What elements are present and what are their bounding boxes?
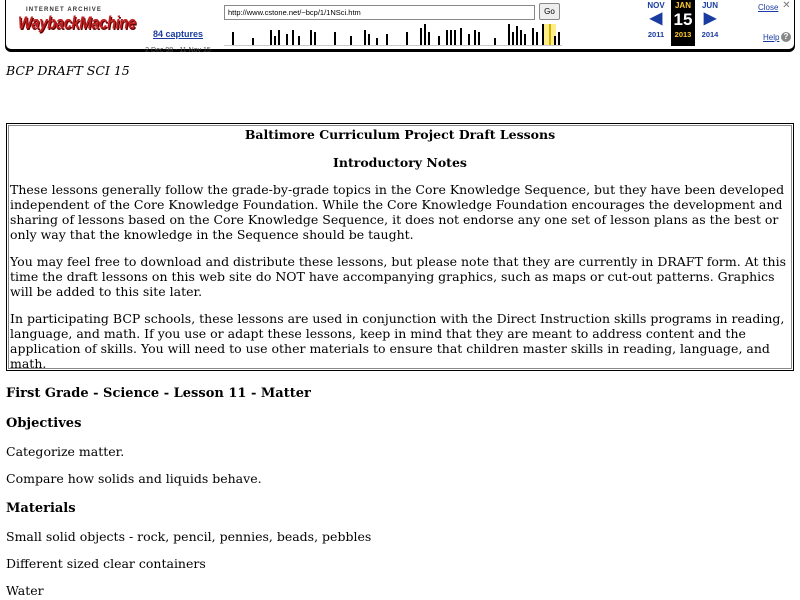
draft-label: BCP DRAFT SCI 15 bbox=[6, 63, 130, 78]
sparkline-bar bbox=[468, 34, 470, 46]
lesson-title: First Grade - Science - Lesson 11 - Matter bbox=[6, 386, 311, 401]
sparkline-bar bbox=[252, 38, 254, 46]
next-month-block[interactable] bbox=[696, 0, 724, 39]
sparkline-bar bbox=[334, 32, 336, 46]
next-month-label: JUN bbox=[701, 1, 718, 10]
sparkline-bar bbox=[446, 30, 448, 46]
sparkline-bar bbox=[350, 36, 352, 46]
sparkline-bar bbox=[474, 30, 476, 46]
sparkline-bar bbox=[292, 30, 294, 46]
sparkline-bar bbox=[450, 30, 452, 46]
sparkline-bar bbox=[536, 32, 538, 46]
current-year-label: 2013 bbox=[674, 30, 692, 39]
sparkline-bar bbox=[454, 30, 456, 46]
sparkline-current-marker bbox=[549, 24, 551, 46]
help-link[interactable]: Help bbox=[763, 33, 780, 42]
notes-paragraph: In participating BCP schools, these lessons are used in conjunction with the Direct Instruction skills programs in reading, language, and math. If you use or adapt these lessons, keep in mind that they are meant to address content and the application of skills. You will need to use other materials to ensure that children master skills in reading, language, and math. bbox=[10, 311, 785, 371]
sparkline-bar bbox=[314, 32, 316, 46]
sparkline-bar bbox=[420, 28, 422, 46]
sparkline-bar bbox=[368, 34, 370, 46]
wayback-logo[interactable] bbox=[18, 7, 136, 39]
current-day-label: 15 bbox=[673, 10, 693, 29]
sparkline-bar bbox=[424, 24, 426, 46]
sparkline-bar bbox=[376, 38, 378, 46]
objective-item: Compare how solids and liquids behave. bbox=[6, 471, 262, 486]
sparkline-bar bbox=[438, 36, 440, 46]
go-button[interactable]: Go bbox=[539, 3, 560, 20]
right-triangle-icon[interactable]: ▶ bbox=[703, 10, 717, 27]
sparkline-bar bbox=[310, 30, 312, 46]
introductory-notes-box bbox=[6, 123, 794, 371]
url-input[interactable]: http://www.cstone.net/~bcp/1/1NSci.htm bbox=[224, 5, 535, 20]
notes-paragraph: These lessons generally follow the grade-by-grade topics in the Core Knowledge Sequence, but they have been developed independent of the Core Knowledge Foundation. While the Core Knowledge Foundation encourages the development and sharing of lessons based on the Core Knowledge Sequence, it does not endorse any one set of lesson plans as the best or only way that the knowledge in the Sequence should be taught. bbox=[10, 182, 785, 242]
sparkline-bar bbox=[232, 32, 234, 46]
sparkline-bar bbox=[478, 32, 480, 46]
notes-subtitle: Introductory Notes bbox=[333, 155, 467, 170]
materials-heading: Materials bbox=[6, 501, 76, 516]
sparkline-bar bbox=[286, 34, 288, 46]
sparkline-bar bbox=[460, 28, 462, 46]
sparkline-bar bbox=[278, 30, 280, 46]
close-link[interactable]: Close bbox=[758, 3, 779, 12]
sparkline-bar bbox=[558, 32, 560, 46]
sparkline-bar bbox=[524, 34, 526, 46]
objectives-heading: Objectives bbox=[6, 416, 82, 431]
captures-link[interactable]: 84 captures bbox=[152, 29, 204, 39]
sparkline-bar bbox=[512, 32, 514, 46]
sparkline-baseline bbox=[224, 45, 562, 46]
sparkline-bar bbox=[406, 32, 408, 46]
objective-item: Categorize matter. bbox=[6, 444, 125, 459]
wayback-toolbar bbox=[5, 0, 795, 54]
logo-main-text: WaybackMachine bbox=[18, 13, 136, 34]
help-icon[interactable]: ? bbox=[781, 32, 791, 42]
material-item: Water bbox=[6, 583, 44, 598]
next-year-label: 2014 bbox=[701, 30, 719, 39]
sparkline-bar bbox=[554, 36, 556, 46]
sparkline-bar bbox=[532, 28, 534, 46]
prev-year-label: 2011 bbox=[647, 30, 665, 39]
current-month-label: JAN bbox=[674, 1, 691, 10]
capture-sparkline[interactable] bbox=[224, 24, 562, 46]
prev-month-label: NOV bbox=[647, 1, 665, 10]
sparkline-bar bbox=[520, 30, 522, 46]
sparkline-bar bbox=[428, 32, 430, 46]
logo-top-text: INTERNET ARCHIVE bbox=[25, 7, 103, 13]
sparkline-bar bbox=[274, 36, 276, 46]
sparkline-bars bbox=[224, 24, 562, 46]
sparkline-bar bbox=[386, 34, 388, 46]
sparkline-bar bbox=[508, 24, 510, 46]
close-icon[interactable]: ✕ bbox=[782, 0, 791, 11]
left-triangle-icon[interactable]: ◀ bbox=[649, 10, 663, 27]
sparkline-bar bbox=[270, 30, 272, 46]
notes-paragraph: You may feel free to download and distribute these lessons, but please note that they are currently in DRAFT form. At this time the draft lessons on this web site do NOT have accompanying graphics, such as maps or cut-out patterns. Graphics will be added to this site later. bbox=[10, 254, 786, 299]
sparkline-bar bbox=[494, 38, 496, 46]
sparkline-bar bbox=[516, 26, 518, 46]
material-item: Small solid objects - rock, pencil, pennies, beads, pebbles bbox=[6, 529, 372, 544]
captures-block bbox=[138, 24, 218, 54]
capture-date-range: 2 Dec 98 - 11 Nov 15 bbox=[145, 47, 211, 54]
material-item: Different sized clear containers bbox=[6, 556, 206, 571]
notes-title: Baltimore Curriculum Project Draft Lessons bbox=[244, 127, 556, 142]
sparkline-bar bbox=[542, 24, 544, 46]
sparkline-bar bbox=[298, 36, 300, 46]
current-date-block bbox=[671, 0, 695, 46]
prev-month-block[interactable] bbox=[642, 0, 670, 39]
sparkline-bar bbox=[364, 30, 366, 46]
